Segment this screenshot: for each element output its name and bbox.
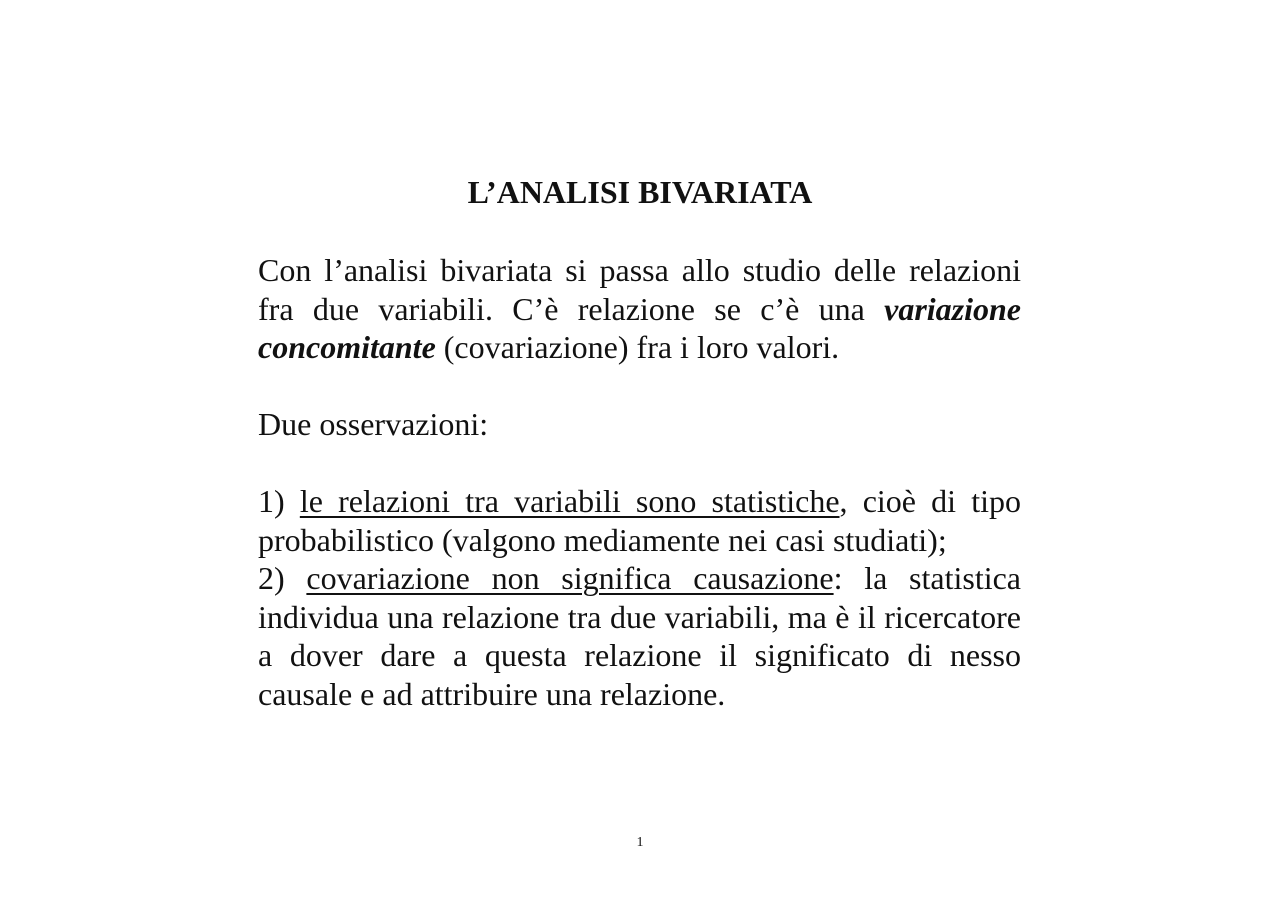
observations-heading: Due osservazioni: bbox=[258, 406, 489, 442]
intro-emphasis: variazione concomitante bbox=[258, 290, 1021, 365]
observation-2-number: 2) bbox=[258, 560, 307, 596]
observation-1-underlined: le relazioni tra variabili sono statistiche bbox=[299, 483, 840, 519]
observation-1 bbox=[258, 482, 1021, 559]
observation-1-number: 1) bbox=[258, 483, 300, 519]
page-title: L’ANALISI BIVARIATA bbox=[467, 174, 813, 210]
observation-2-underlined: covariazione non significa causazione bbox=[306, 560, 834, 596]
observation-2 bbox=[258, 559, 1021, 713]
intro-paragraph bbox=[258, 251, 1021, 367]
observation-1-text: , cioè di tipo probabilistico (valgono mediamente nei casi studiati); bbox=[258, 483, 1021, 558]
page-number: 1 bbox=[636, 835, 644, 850]
intro-text-end: (covariazione) fra i loro valori. bbox=[435, 329, 840, 365]
observation-2-text: : la statistica individua una relazione tra due variabili, ma è il ricercatore a dover dare a questa relazione il significato di nesso causale e ad attribuire una relazione. bbox=[258, 560, 1022, 712]
intro-text-start: Con l’analisi bivariata si passa allo studio delle relazioni fra due variabili. C’è relazione se c’è una bbox=[258, 252, 1021, 327]
